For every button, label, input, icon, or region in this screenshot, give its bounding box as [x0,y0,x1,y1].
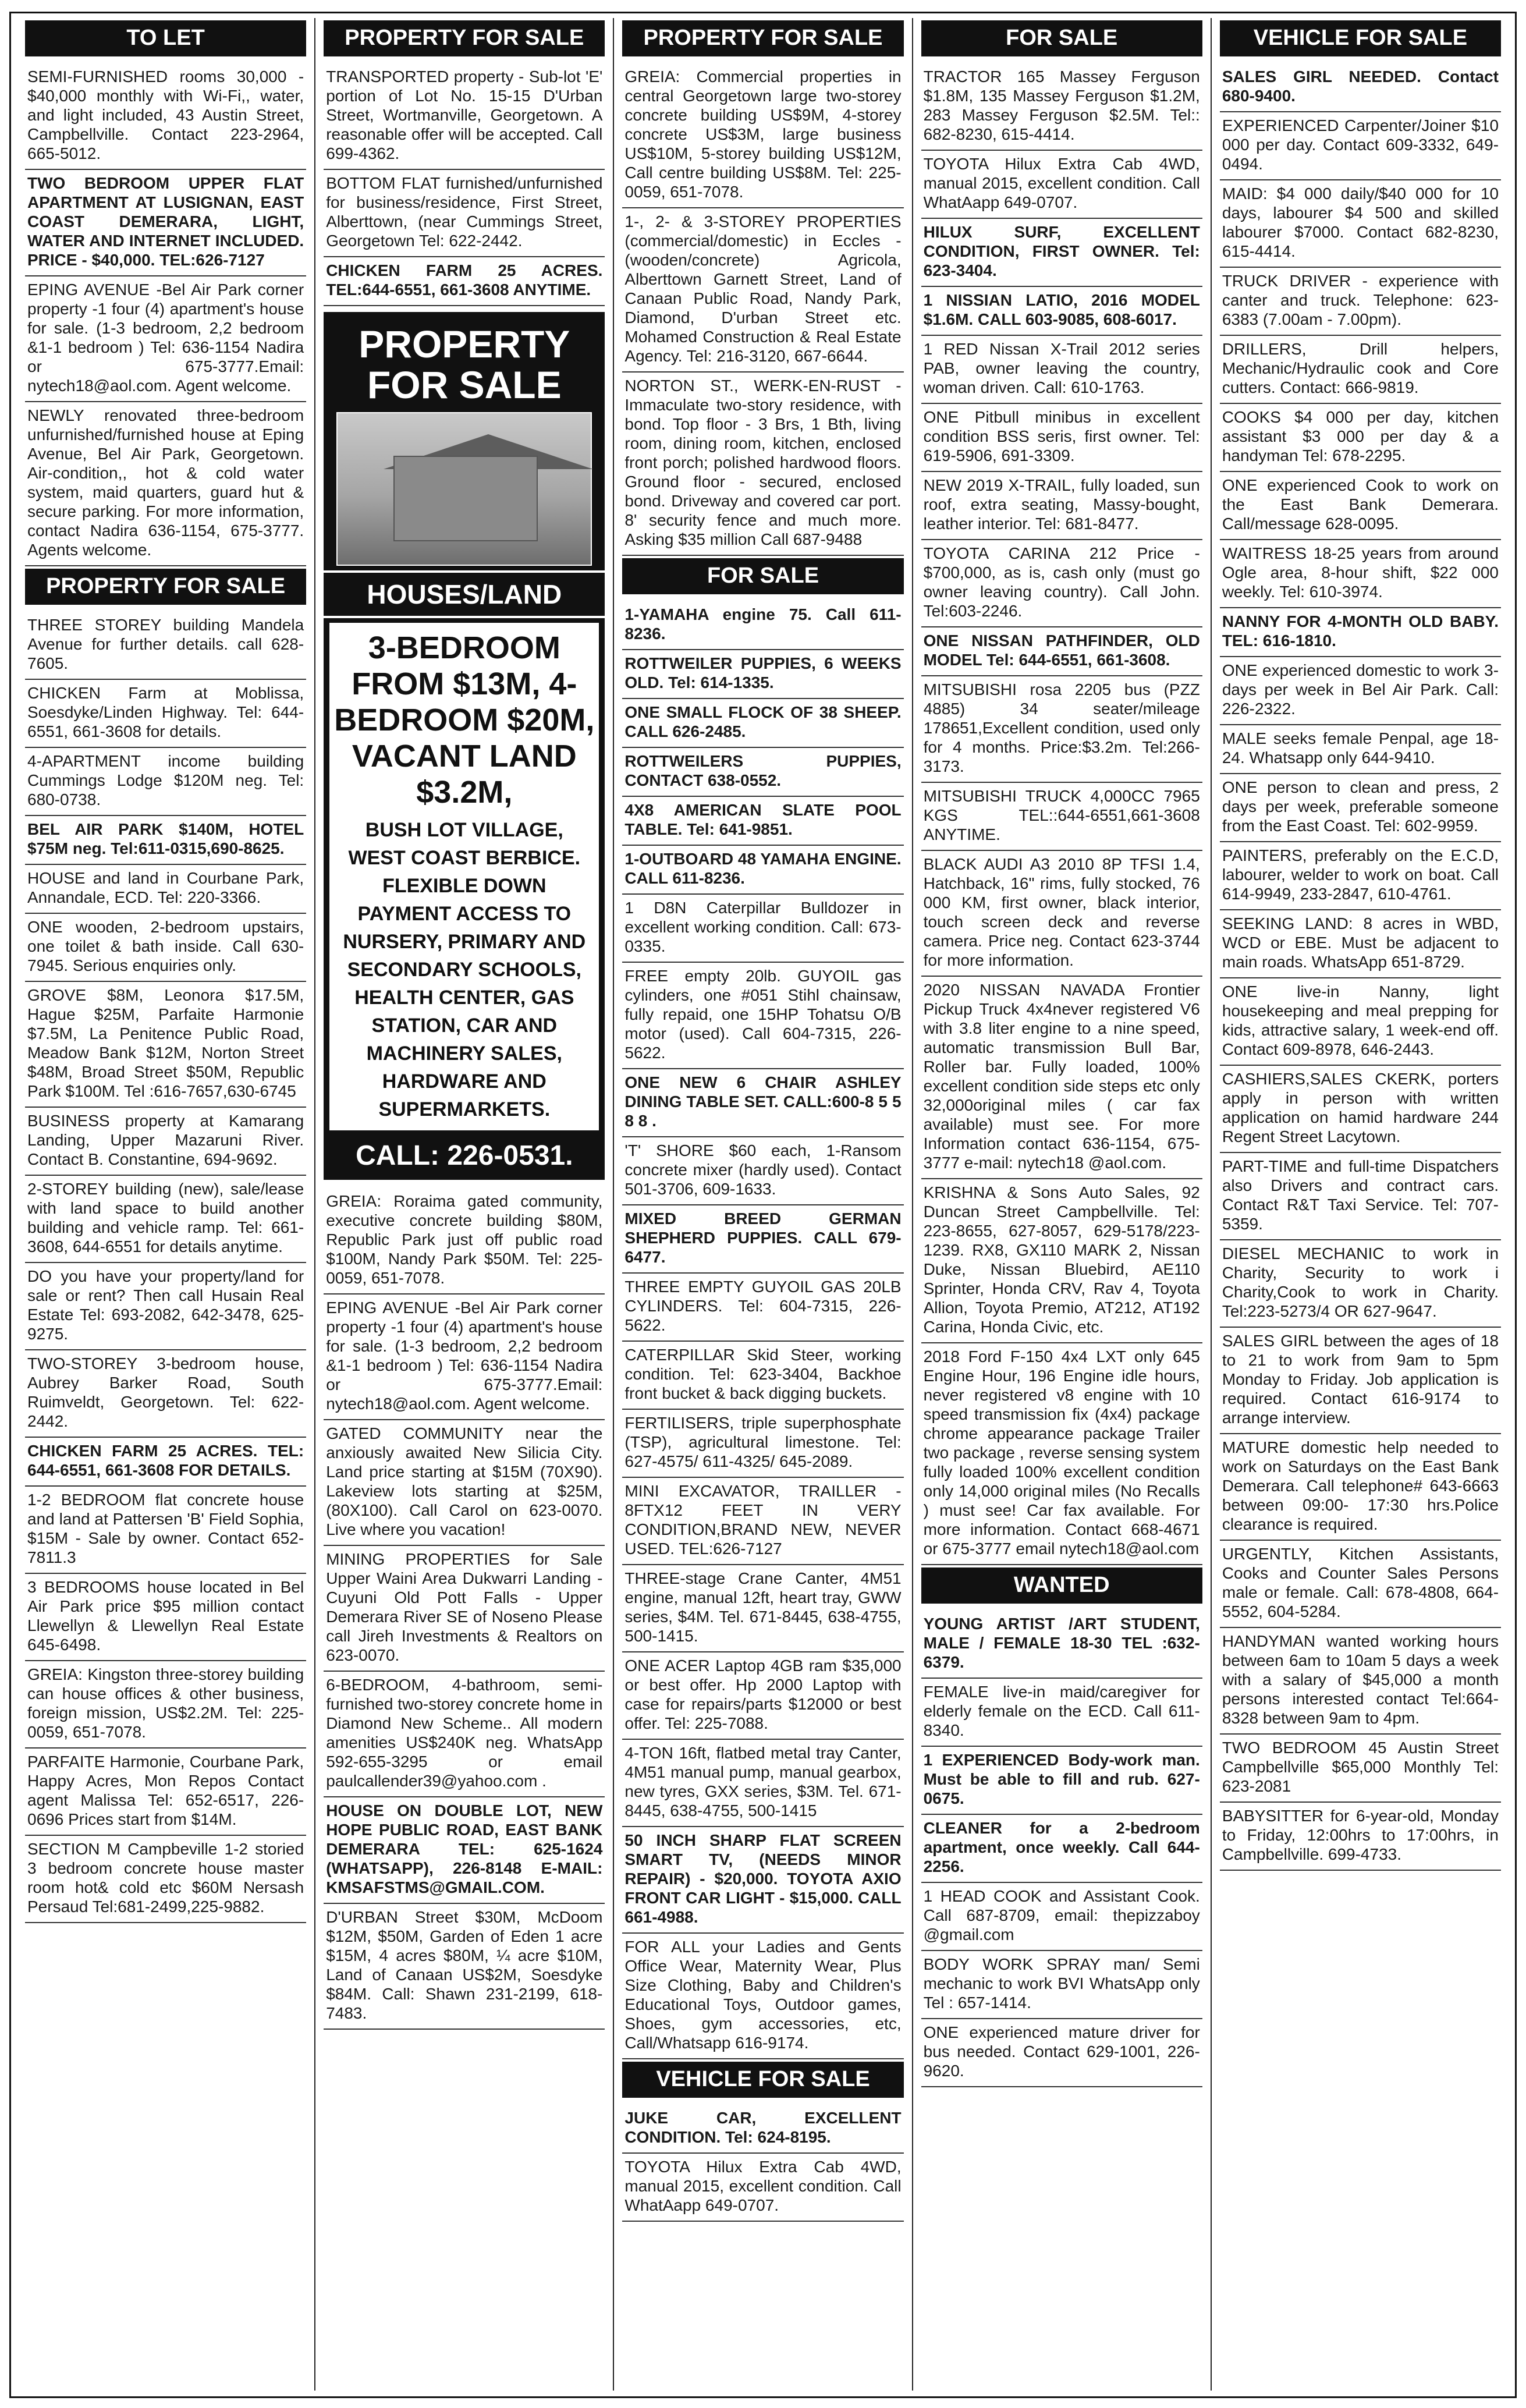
ad-item: CHICKEN FARM 25 ACRES. TEL: 644-6551, 661-3608 FOR DETAILS. [25,1438,306,1487]
ad-item: ONE NEW 6 CHAIR ASHLEY DINING TABLE SET. CALL:600-8 5 5 8 8 . [622,1069,903,1137]
ad-item: 1-, 2- & 3-STOREY PROPERTIES (commercial/domestic) in Eccles - (wooden/concrete) Agricola, Alberttown Garnett Street, Land of Canaan Public Road, Nandy Park, Diamond, D'urban Street etc. Mohamed Construction & Real Estate Agency. Tel: 216-3120, 667-6644. [622,208,903,373]
ad-item: MALE seeks female Penpal, age 18-24. Whatsapp only 644-9410. [1220,725,1501,774]
section-header-property-for-sale: PROPERTY FOR SALE [324,20,605,56]
ad-item: HOUSE and land in Courbane Park, Annandale, ECD. Tel: 220-3366. [25,865,306,914]
ad-item: 2018 Ford F-150 4x4 LXT only 645 Engine Hour, 196 Engine idle hours, never registered v8 engine with 10 speed transmission fix (4x4) package chrome appearance package Trailer two package , reverse sensing system fully loaded 100% excellent condition only 14,000 original miles (No Recalls ) must see! Car fax available. For more information. Contact 668-4671 or 675-3777 email nytech18@aol.com [921,1343,1202,1565]
ad-item: 2-STOREY building (new), sale/lease with land space to build another building and vehicle ramp. Tel: 661-3608, 644-6551 for details anytime. [25,1176,306,1263]
ad-item: TOYOTA CARINA 212 Price - $700,000, as is, cash only (must go owner leaving country). Call John. Tel:603-2246. [921,540,1202,627]
ad-item: GROVE $8M, Leonora $17.5M, Hague $25M, Parfaite Harmonie $7.5M, La Penitence Public Road, Meadow Bank $12M, Norton Street $48M, Broad Street $50M, Republic Park $100M. Tel :616-7657,630-6745 [25,982,306,1108]
section-header-for-sale: FOR SALE [622,558,903,594]
ad-item: 1 D8N Caterpillar Bulldozer in excellent working condition. Call: 673-0335. [622,895,903,963]
ad-item: THREE-stage Crane Canter, 4M51 engine, manual 12ft, heart tray, GWW series, $4M. Tel. 671-8445, 638-4755, 500-1415. [622,1565,903,1652]
display-ad-subtitle: HOUSES/LAND [324,570,605,618]
ad-item: 1 HEAD COOK and Assistant Cook. Call 687-8709, email: thepizzaboy @gmail.com [921,1883,1202,1951]
ad-item: TRACTOR 165 Massey Ferguson $1.8M, 135 Massey Ferguson $1.2M, 283 Massey Ferguson $2.5M. Tel:: 682-8230, 615-4414. [921,63,1202,151]
ad-item: CHICKEN FARM 25 ACRES. TEL:644-6551, 661-3608 ANYTIME. [324,257,605,306]
ad-item: COOKS $4 000 per day, kitchen assistant $3 000 per day & a handyman Tel: 678-2295. [1220,404,1501,472]
ad-item: 4-TON 16ft, flatbed metal tray Canter, 4M51 manual pump, manual gearbox, new tyres, GXX series, $3M. Tel. 671-8445, 638-4755, 500-1415 [622,1740,903,1827]
ad-item: DIESEL MECHANIC to work in Charity, Security to work i Charity,Cook to work in Charity. Tel:223-5273/4 OR 627-9647. [1220,1240,1501,1328]
ad-item: GREIA: Roraima gated community, executive concrete building $80M, Republic Park just off public road $100M, Nandy Park $50M. Tel: 225-0059, 651-7078. [324,1188,605,1295]
ad-item: THREE STOREY building Mandela Avenue for further details. call 628-7605. [25,612,306,680]
ad-item: BOTTOM FLAT furnished/unfurnished for business/residence, First Street, Alberttown, (near Cummings Street, Georgetown Tel: 622-2442. [324,170,605,257]
ad-item: 6-BEDROOM, 4-bathroom, semi-furnished two-storey concrete home in Diamond New Scheme.. All modern amenities US$240K neg. WhatsApp 592-655-3295 or email paulcallender39@yahoo.com . [324,1672,605,1797]
ad-item: TWO BEDROOM UPPER FLAT APARTMENT AT LUSIGNAN, EAST COAST DEMERARA, LIGHT, WATER AND INTERNET INCLUDED. PRICE - $40,000. TEL:626-7127 [25,170,306,276]
ad-item: HANDYMAN wanted working hours between 6am to 10am 5 days a week with a salary of $45,000 a month persons interested contact Tel:664-8328 between 9am to 4pm. [1220,1628,1501,1735]
ad-item: CLEANER for a 2-bedroom apartment, once weekly. Call 644-2256. [921,1815,1202,1883]
ad-item: ROTTWEILERS PUPPIES, CONTACT 638-0552. [622,748,903,797]
display-ad-body [329,623,599,1130]
house-photo [336,412,592,566]
column-3 [614,18,913,2391]
column-4 [913,18,1212,2391]
ad-item: DRILLERS, Drill helpers, Mechanic/Hydraulic cook and Core cutters. Contact: 666-9819. [1220,336,1501,404]
ad-item: THREE EMPTY GUYOIL GAS 20LB CYLINDERS. Tel: 604-7315, 226-5622. [622,1274,903,1342]
ad-item: SALES GIRL between the ages of 18 to 21 to work from 9am to 5pm Monday to Friday. Job application is required. Contact 616-9174 to arrange interview. [1220,1328,1501,1434]
ad-item: BUSINESS property at Kamarang Landing, Upper Mazaruni River. Contact B. Constantine, 694-9692. [25,1108,306,1176]
ad-item: GREIA: Kingston three-storey building can house offices & other business, foreign mission, US$2.2M. Tel: 225-0059, 651-7078. [25,1661,306,1749]
ad-item: D'URBAN Street $30M, McDoom $12M, $50M, Garden of Eden 1 acre $15M, 4 acres $80M, ¼ acre $10M, Land of Canaan US$2M, Soesdyke $84M. Call: Shawn 231-2199, 618-7483. [324,1904,605,2030]
ad-item: PART-TIME and full-time Dispatchers also Drivers and contract cars. Contact R&T Taxi Service. Tel: 707-5359. [1220,1153,1501,1240]
ad-item: WAITRESS 18-25 years from around Ogle area, 8-hour shift, $22 000 weekly. Tel: 610-3974. [1220,540,1501,608]
column-2 [315,18,614,2391]
ad-item: MITSUBISHI rosa 2205 bus (PZZ 4885) 34 seater/mileage 178651,Excellent condition, used only for 4 months. Price:$3.2m. Tel:266-3173. [921,676,1202,783]
columns [17,18,1509,2391]
ad-item: TWO BEDROOM 45 Austin Street Campbellville $65,000 Monthly Tel: 623-2081 [1220,1735,1501,1803]
house-shape [393,456,538,541]
ad-item: DO you have your property/land for sale or rent? Then call Husain Real Estate Tel: 693-2082, 642-3478, 625-9275. [25,1263,306,1350]
ad-item: TOYOTA Hilux Extra Cab 4WD, manual 2015, excellent condition. Call WhatAapp 649-0707. [921,151,1202,219]
ad-item: 1-OUTBOARD 48 YAMAHA ENGINE. CALL 611-8236. [622,846,903,895]
display-ad-phone: CALL: 226-0531. [356,1140,573,1171]
ad-item: 50 INCH SHARP FLAT SCREEN SMART TV, (NEEDS MINOR REPAIR) - $20,000. TOYOTA AXIO FRONT CAR LIGHT - $15,000. CALL 661-4988. [622,1827,903,1934]
ad-item: BABYSITTER for 6-year-old, Monday to Friday, 12:00hrs to 17:00hrs, in Campbellville. 699-4733. [1220,1803,1501,1871]
ad-item: PARFAITE Harmonie, Courbane Park, Happy Acres, Mon Repos Contact agent Malissa Tel: 652-6517, 226-0696 Prices start from $14M. [25,1749,306,1836]
section-header-wanted: WANTED [921,1567,1202,1604]
ad-item: FOR ALL your Ladies and Gents Office Wear, Maternity Wear, Plus Size Clothing, Baby and Children's Educational Toys, Outdoor games, Shoes, gym accessories, etc, Call/Whatsapp 616-9174. [622,1934,903,2059]
ad-item: SECTION M Campbeville 1-2 storied 3 bedroom concrete house master room hot& cold etc $60M Nersash Persaud Tel:681-2499,225-9882. [25,1836,306,1923]
ad-item: MAID: $4 000 daily/$40 000 for 10 days, labourer $4 500 and skilled labourer $7000. Contact 682-8230, 615-4414. [1220,180,1501,268]
ad-item: ONE SMALL FLOCK OF 38 SHEEP. CALL 626-2485. [622,699,903,748]
ad-item: CHICKEN Farm at Moblissa, Soesdyke/Linden Highway. Tel: 644-6551, 661-3608 for details. [25,680,306,748]
ad-item: EXPERIENCED Carpenter/Joiner $10 000 per day. Contact 609-3332, 649-0494. [1220,112,1501,180]
ad-item: ONE wooden, 2-bedroom upstairs, one toilet & bath inside. Call 630-7945. Serious enquiries only. [25,914,306,982]
ad-item: HOUSE ON DOUBLE LOT, NEW HOPE PUBLIC ROAD, EAST BANK DEMERARA TEL: 625-1624 (WHATSAPP), 226-8148 E-MAIL: KMSAFSTMS@GMAIL.COM. [324,1797,605,1904]
ad-item: 4-APARTMENT income building Cummings Lodge $120M neg. Tel: 680-0738. [25,748,306,816]
ad-item: ONE Pitbull minibus in excellent condition BSS seris, first owner. Tel: 619-5906, 691-3309. [921,404,1202,472]
ad-item: FERTILISERS, triple superphosphate (TSP), agricultural limestone. Tel: 627-4575/ 611-4325/ 645-2089. [622,1410,903,1478]
ad-item: 2020 NISSAN NAVADA Frontier Pickup Truck 4x4never registered V6 with 3.8 liter engine to a nine speed, automatic transmission Bull Bar, Roller bar. Fully loaded, 100% excellent condition side steps etc only 32,000original miles ( car fax available) must see. For more Information contact 636-1154, 675-3777 e-mail: nytech18 @aol.com. [921,977,1202,1179]
ad-item: ONE experienced mature driver for bus needed. Contact 629-1001, 226-9620. [921,2019,1202,2087]
ad-item: FEMALE live-in maid/caregiver for elderly female on the ECD. Call 611-8340. [921,1679,1202,1747]
display-ad-houses-land [324,312,605,1180]
ad-item: SALES GIRL NEEDED. Contact 680-9400. [1220,63,1501,112]
ad-item: CATERPILLAR Skid Steer, working condition. Tel: 623-3404, Backhoe front bucket & back digging buckets. [622,1342,903,1410]
ad-item: BLACK AUDI A3 2010 8P TFSI 1.4, Hatchback, 16" rims, fully stocked, 76 000 KM, first owner, black interior, touch screen deck and reverse camera. Price neg. Contact 623-3744 for more information. [921,851,1202,977]
ad-item: ONE experienced Cook to work on the East Bank Demerara. Call/message 628-0095. [1220,472,1501,540]
ad-item: MATURE domestic help needed to work on Saturdays on the East Bank Demerara. Call telephone# 643-6663 between 09:00- 17:30 hrs.Police clearance is required. [1220,1434,1501,1541]
ad-item: TOYOTA Hilux Extra Cab 4WD, manual 2015, excellent condition. Call WhatAapp 649-0707. [622,2154,903,2222]
ad-item: YOUNG ARTIST /ART STUDENT, MALE / FEMALE 18-30 TEL :632-6379. [921,1611,1202,1679]
ad-item: ONE live-in Nanny, light housekeeping and meal prepping for kids, attractive salary, 1 week-end off. Contact 609-8978, 646-2443. [1220,978,1501,1066]
ad-item: BEL AIR PARK $140M, HOTEL $75M neg. Tel:611-0315,690-8625. [25,816,306,865]
column-1 [17,18,315,2391]
display-ad-details: BUSH LOT VILLAGE, WEST COAST BERBICE. FLEXIBLE DOWN PAYMENT ACCESS TO NURSERY, PRIMARY AND SECONDARY SCHOOLS, HEALTH CENTER, GAS STATION, CAR AND MACHINERY SALES, HARDWARE AND SUPERMARKETS. [343,819,586,1120]
classifieds-page [9,12,1517,2398]
ad-item: GREIA: Commercial properties in central Georgetown large two-storey concrete building US$9M, 4-storey concrete US$3M, large business US$10M, 5-storey building US$12M, Call centre building US$8M. Tel: 225-0059, 651-7078. [622,63,903,208]
ad-item: NEW 2019 X-TRAIL, fully loaded, sun roof, extra seating, Massy-bought, leather interior. Tel: 681-8477. [921,472,1202,540]
column-5 [1212,18,1509,2391]
ad-item: PAINTERS, preferably on the E.C.D, labourer, welder to work on boat. Call 614-9949, 233-2847, 610-4761. [1220,842,1501,910]
ad-item: MINI EXCAVATOR, TRAILLER - 8FTX12 FEET IN VERY CONDITION,BRAND NEW, NEVER USED. TEL:626-7127 [622,1478,903,1565]
section-header-to-let: TO LET [25,20,306,56]
ad-item: 'T' SHORE $60 each, 1-Ransom concrete mixer (hardly used). Contact 501-3706, 609-1633. [622,1137,903,1205]
ad-item: HILUX SURF, EXCELLENT CONDITION, FIRST OWNER. Tel: 623-3404. [921,219,1202,287]
section-header-property-for-sale: PROPERTY FOR SALE [622,20,903,56]
ad-item: CASHIERS,SALES CKERK, porters apply in person with written application on hamid hardware 244 Regent Street Lacytown. [1220,1066,1501,1153]
ad-item: TRANSPORTED property - Sub-lot 'E' portion of Lot No. 15-15 D'Urban Street, Wortmanville, Georgetown. A reasonable offer will be accepted. Call 699-4362. [324,63,605,170]
ad-item: FREE empty 20lb. GUYOIL gas cylinders, one #051 Stihl chainsaw, fully repaid, one 15HP Tohatsu O/B motor (used). Call 604-7315, 226-5622. [622,963,903,1069]
ad-item: ONE ACER Laptop 4GB ram $35,000 or best offer. Hp 2000 Laptop with case for repairs/parts $12000 or best offer. Tel: 225-7088. [622,1652,903,1740]
ad-item: 3 BEDROOMS house located in Bel Air Park price $95 million contact Llewellyn & Llewellyn Real Estate 645-6498. [25,1574,306,1661]
ad-item: SEMI-FURNISHED rooms 30,000 - $40,000 monthly with Wi-Fi,, water, and light included, 43 Austin Street, Campbellville. Contact 223-2964, 665-5012. [25,63,306,170]
ad-item: MIXED BREED GERMAN SHEPHERD PUPPIES. CALL 679-6477. [622,1205,903,1274]
ad-item: TRUCK DRIVER - experience with canter and truck. Telephone: 623-6383 (7.00am - 7.00pm). [1220,268,1501,336]
ad-item: SEEKING LAND: 8 acres in WBD, WCD or EBE. Must be adjacent to main roads. WhatsApp 651-8729. [1220,910,1501,978]
ad-item: 1-YAMAHA engine 75. Call 611-8236. [622,601,903,650]
ad-item: MINING PROPERTIES for Sale Upper Waini Area Dukwarri Landing -Cuyuni Old Pott Falls - Upper Demerara River SE of Noseno Please call Jireh Investments & Realtors on 623-0070. [324,1546,605,1672]
section-header-vehicle-for-sale: VEHICLE FOR SALE [1220,20,1501,56]
section-header-vehicle-for-sale: VEHICLE FOR SALE [622,2062,903,2098]
ad-item: NANNY FOR 4-MONTH OLD BABY. TEL: 616-1810. [1220,608,1501,657]
ad-item: GATED COMMUNITY near the anxiously awaited New Silicia City. Land price starting at $15M (70X90). Lakeview lots starting at $25M, (80X100). Call Carol on 623-0070. Live where you vacation! [324,1420,605,1546]
ad-item: NORTON ST., WERK-EN-RUST - Immaculate two-story residence, with bond. Top floor - 3 Brs, 1 Bth, living room, dining room, kitchen, enclosed front porch; polished hardwood floors. Ground floor - secured, enclosed bond. Driveway and covered car port. 8' security fence and much more. Asking $35 million Call 687-9488 [622,373,903,556]
ad-item: KRISHNA & Sons Auto Sales, 92 Duncan Street Campbellville. Tel: 223-8655, 627-8057, 629-5178/223-1239. RX8, GX110 MARK 2, Nissan Duke, Nissan Bluebird, AE110 Sprinter, Honda CRV, Rav 4, Toyota Allion, Toyota Premio, AT212, AT192 Carina, Honda Civic, etc. [921,1179,1202,1343]
section-header-property-for-sale: PROPERTY FOR SALE [25,569,306,605]
ad-item: ONE person to clean and press, 2 days per week, preferable someone from the East Coast. Tel: 602-9959. [1220,774,1501,842]
ad-item: URGENTLY, Kitchen Assistants, Cooks and Counter Sales Persons male or female. Call: 678-4808, 664-5552, 604-5284. [1220,1541,1501,1628]
ad-item: 4X8 AMERICAN SLATE POOL TABLE. Tel: 641-9851. [622,797,903,846]
section-header-for-sale: FOR SALE [921,20,1202,56]
ad-item: MITSUBISHI TRUCK 4,000CC 7965 KGS TEL::644-6551,661-3608 ANYTIME. [921,783,1202,851]
ad-item: ONE NISSAN PATHFINDER, OLD MODEL Tel: 644-6551, 661-3608. [921,627,1202,676]
ad-item: EPING AVENUE -Bel Air Park corner property -1 four (4) apartment's house for sale. (1-3 bedroom, 2,2 bedroom &1-1 bedroom ) Tel: 636-1154 Nadira or 675-3777.Email: nytech18@aol.com. Agent welcome. [324,1295,605,1420]
ad-item: EPING AVENUE -Bel Air Park corner property -1 four (4) apartment's house for sale. (1-3 bedroom, 2,2 bedroom &1-1 bedroom ) Tel: 636-1154 Nadira or 675-3777.Email: nytech18@aol.com. Agent welcome. [25,276,306,402]
ad-item: ROTTWEILER PUPPIES, 6 WEEKS OLD. Tel: 614-1335. [622,650,903,699]
ad-item: 1-2 BEDROOM flat concrete house and land at Pattersen 'B' Field Sophia, $15M - Sale by owner. Contact 652-7811.3 [25,1487,306,1574]
ad-item: ONE experienced domestic to work 3-days per week in Bel Air Park. Call: 226-2322. [1220,657,1501,725]
ad-item: 1 EXPERIENCED Body-work man. Must be able to fill and rub. 627-0675. [921,1747,1202,1815]
ad-item: TWO-STOREY 3-bedroom house, Aubrey Barker Road, South Ruimveldt, Georgetown. Tel: 622-2442. [25,1350,306,1438]
ad-item: 1 RED Nissan X-Trail 2012 series PAB, owner leaving the country, woman driven. Call: 610-1763. [921,336,1202,404]
ad-item: NEWLY renovated three-bedroom unfurnished/furnished house at Eping Avenue, Bel Air Park, Georgetown. Air-condition,, hot & cold water system, maid quarters, guard hut & secure parking. For more information, contact Nadira 636-1154, 675-3777. Agents welcome. [25,402,306,566]
ad-item: BODY WORK SPRAY man/ Semi mechanic to work BVI WhatsApp only Tel : 657-1414. [921,1951,1202,2019]
ad-item: JUKE CAR, EXCELLENT CONDITION. Tel: 624-8195. [622,2105,903,2154]
display-ad-prices: 3-BEDROOM FROM $13M, 4-BEDROOM $20M, VACANT LAND $3.2M, [334,630,595,810]
display-ad-title: PROPERTY FOR SALE [359,322,570,406]
ad-item: 1 NISSIAN LATIO, 2016 MODEL $1.6M. CALL 603-9085, 608-6017. [921,287,1202,336]
